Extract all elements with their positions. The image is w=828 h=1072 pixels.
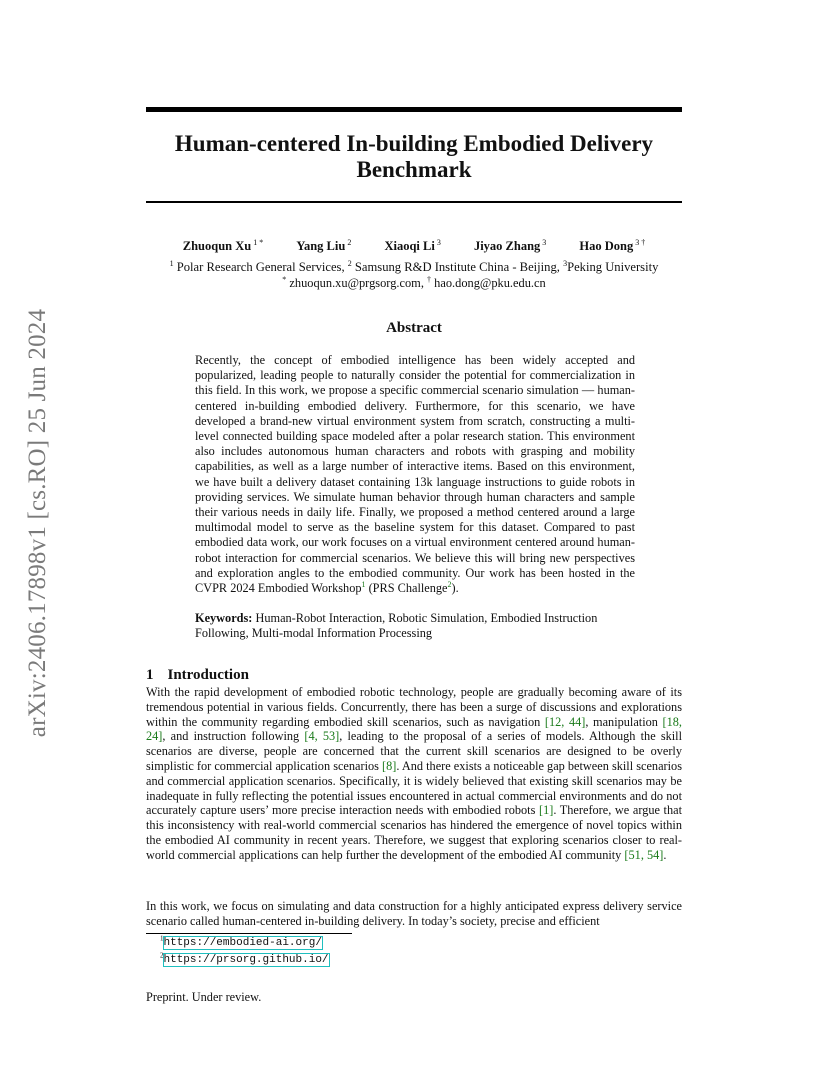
author-name: Hao Dong xyxy=(579,239,634,253)
footnote-ref[interactable]: 1 xyxy=(361,579,366,589)
citation-link[interactable]: [51, 54] xyxy=(624,847,664,862)
abstract-heading: Abstract xyxy=(386,320,442,336)
affiliation-mark: 2 xyxy=(347,258,352,268)
paragraph-text: , manipulation xyxy=(585,714,663,729)
author xyxy=(579,239,645,253)
affiliation-mark: 1 xyxy=(169,258,174,268)
intro-paragraph-1 xyxy=(146,685,682,863)
paragraph-text: . Therefore, we argue that this inconsistency with real-world commercial scenarios has hindered the emergence of novel topics within the embodied AI community in recent years. Therefore, we suggest that exploring scenarios closer to real-world commercial applications can help further the development of the embodied AI community xyxy=(146,803,682,862)
arxiv-identifier xyxy=(12,0,64,1072)
email-mark: * xyxy=(282,274,287,284)
paragraph-text: With the rapid development of embodied robotic technology, people are gradually becoming aware of its tremendous potential in various fields. Concurrently, there has been a surge of discussions and explorations within the community regarding embodied skill scenarios, such as navigation xyxy=(146,685,682,729)
footnote-url-link[interactable]: https://embodied-ai.org/ xyxy=(163,937,322,949)
arxiv-identifier-text: arXiv:2406.17898v1 [cs.RO] 25 Jun 2024 xyxy=(24,308,51,738)
author-name: Xiaoqi Li xyxy=(384,239,435,253)
author-mark: 2 xyxy=(347,237,352,247)
preprint-notice: Preprint. Under review. xyxy=(146,990,262,1004)
affiliations xyxy=(146,260,682,275)
footnote-mark: 1 xyxy=(160,934,164,943)
paragraph-text: . xyxy=(663,847,667,862)
footnote-1 xyxy=(160,934,322,949)
citation-link[interactable]: [18, 24] xyxy=(146,714,682,744)
citation-link[interactable]: [12, 44] xyxy=(544,714,586,729)
affiliation: Peking University xyxy=(567,260,659,274)
citation-link[interactable]: [8] xyxy=(382,758,397,773)
abstract-text: Recently, the concept of embodied intelligence has been widely accepted and popularized, leading people to naturally consider the potential for commercialization in this field. In this work, we propose a specific commercial scenario simulation — human-centered in-building embodied delivery. Furthermore, for this scenario, we have developed a brand-new virtual environment system from scratch, constructing a multi-level connected building space modeled after a polar research station. This environment also includes autonomous human characters and robots with grasping and mobility capabilities, as well as a large number of interactive items. Based on this environment, we have built a delivery dataset containing 13k language instructions to guide robots in providing services. We simulate human behavior through human characters and sample their various needs in daily life. Finally, we proposed a method centered around a large multimodal model to serve as the baseline system for this dataset. Compared to past embodied data work, our work focuses on a virtual environment centered around human-robot interaction for commercial scenarios. We believe this will bring new perspectives and exploration angles to the embodied community. Our work has been hosted in the CVPR 2024 Embodied Workshop xyxy=(195,353,635,596)
paragraph-text: , and instruction following xyxy=(162,729,305,744)
title-bottom-rule xyxy=(146,201,682,203)
email: hao.dong@pku.edu.cn xyxy=(434,276,546,290)
abstract-body xyxy=(195,353,635,596)
section-number: 1 xyxy=(146,667,154,683)
affiliation-mark: 3 xyxy=(563,258,568,268)
section-heading xyxy=(146,667,249,684)
author-mark: 3 † xyxy=(635,237,646,247)
abstract-text: ). xyxy=(451,581,459,596)
email: zhuoqun.xu@prgsorg.com, xyxy=(289,276,424,290)
citation-link[interactable]: [1] xyxy=(538,803,554,818)
affiliation: Samsung R&D Institute China - Beijing, xyxy=(354,260,560,274)
affiliation: Polar Research General Services, xyxy=(176,260,345,274)
keywords xyxy=(195,611,635,641)
footnote-2 xyxy=(160,951,329,966)
paper-title: Human-centered In-building Embodied Delivery Benchmark xyxy=(174,131,654,182)
email-mark: † xyxy=(427,274,432,284)
author-mark: 3 xyxy=(542,237,547,247)
abstract-text: (PRS Challenge xyxy=(365,581,448,596)
keywords-label: Keywords: xyxy=(195,611,253,625)
author xyxy=(183,239,263,253)
author-list xyxy=(146,239,682,254)
author xyxy=(474,239,546,253)
author-mark: 1 * xyxy=(253,237,264,247)
intro-paragraph-2: In this work, we focus on simulating and data construction for a highly anticipated express delivery service scenario called human-centered in-building delivery. In today’s society, precise and efficient xyxy=(146,899,682,928)
author-name: Yang Liu xyxy=(296,239,346,253)
author-name: Zhuoqun Xu xyxy=(182,239,252,253)
footnote-url-link[interactable]: https://prsorg.github.io/ xyxy=(163,954,329,966)
footnote-rule xyxy=(146,933,352,934)
paragraph-text: . And there exists a noticeable gap between skill scenarios and commercial application scenarios. Specifically, it is widely believed that existing skill scenarios may be inadequate in fully reflecting the potential issues encountered in actual commercial environments and do not accurately capture users’ more precise interaction needs with embodied robots xyxy=(146,758,682,818)
citation-link[interactable]: [4, 53] xyxy=(304,729,340,744)
footnote-mark: 2 xyxy=(160,951,164,960)
author-name: Jiyao Zhang xyxy=(473,239,541,253)
author-mark: 3 xyxy=(436,237,441,247)
section-title: Introduction xyxy=(167,667,249,683)
author xyxy=(384,239,440,253)
contact-emails xyxy=(146,276,682,291)
footnote-ref[interactable]: 2 xyxy=(447,579,452,589)
paragraph-text: , leading to the proposal of a series of models. Although the skill scenarios are diverse, people are concerned that the current skill scenarios are designed to be overly simplistic for commercial application scenarios xyxy=(146,729,682,773)
author xyxy=(296,239,351,253)
title-top-rule xyxy=(146,107,682,112)
keywords-text: Human-Robot Interaction, Robotic Simulation, Embodied Instruction Following, Multi-modal Information Processing xyxy=(195,611,598,641)
